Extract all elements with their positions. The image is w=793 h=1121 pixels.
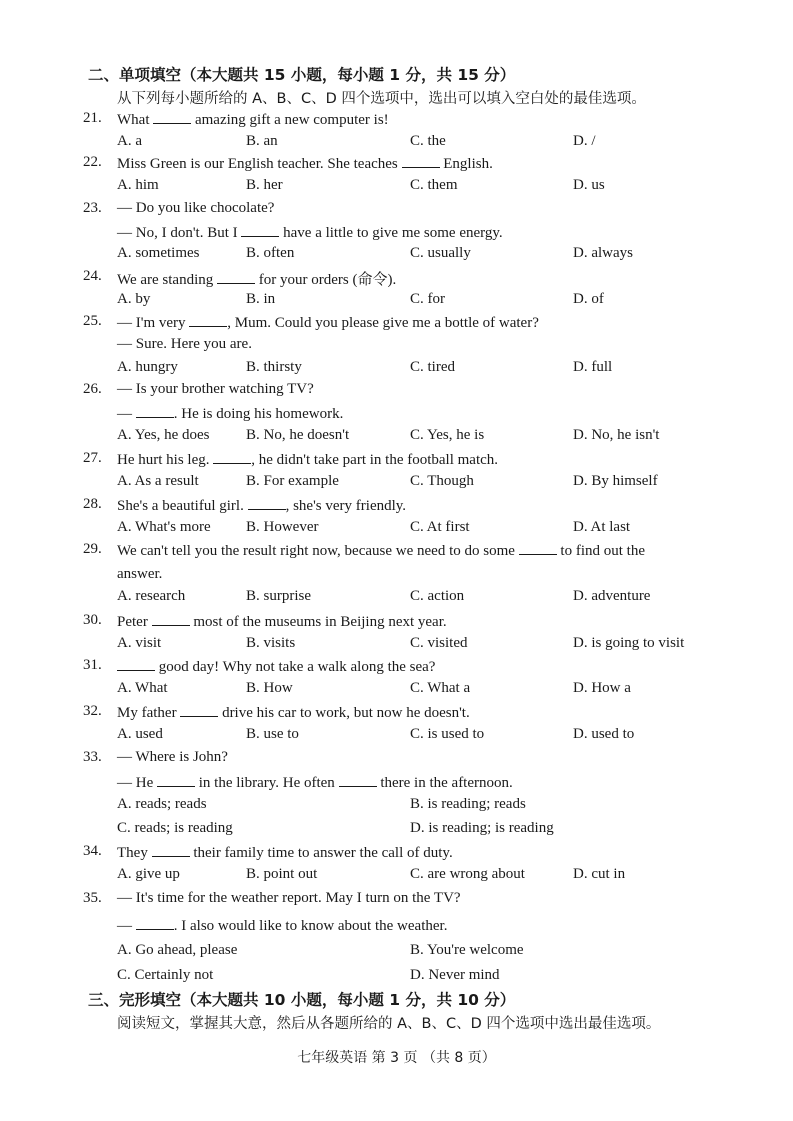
section-3-title: 三、完形填空（本大题共 10 小题，每小题 1 分，共 10 分） [88,991,516,1009]
question-number: 25. [83,313,102,329]
option-c: C. is used to [410,726,485,742]
option-b: B. point out [246,866,318,882]
stem-text: in the library. He often [195,775,339,791]
question-stem [117,381,314,398]
question-stem [117,154,493,173]
question-number: 22. [83,154,102,170]
option-d: D. is going to visit [573,635,685,651]
stem-text: We can't tell you the result right now, because we need to do some [117,543,519,559]
option-c: C. visited [410,635,468,651]
question-number: 23. [83,200,102,216]
question-stem [117,110,389,129]
option-b: B. For example [246,473,339,489]
option-a: A. What [117,680,168,696]
option-d: D. used to [573,726,635,742]
question-number: 26. [83,381,102,397]
question-number: 21. [83,110,102,126]
answer-blank [402,154,440,168]
stem-text: have a little to give me some energy. [279,225,503,241]
question-stem [117,916,447,935]
question-stem [117,496,406,515]
option-c: C. Yes, he is [410,427,485,443]
question-number: 29. [83,541,102,557]
stem-text: amazing gift a new computer is! [191,112,389,128]
answer-blank [157,773,195,787]
stem-text: good day! Why not take a walk along the sea? [155,659,436,675]
option-c: C. reads; is reading [117,820,233,836]
option-c: C. Though [410,473,474,489]
stem-text: , he didn't take part in the football match. [251,452,499,468]
question-stem [117,749,228,766]
option-c: C. usually [410,245,471,261]
option-d: D. By himself [573,473,658,489]
question-stem [117,890,461,907]
option-a: A. sometimes [117,245,200,261]
question-stem [117,200,274,217]
answer-blank [339,773,377,787]
answer-blank [152,612,190,626]
question-number: 33. [83,749,102,765]
option-d: D. us [573,177,605,193]
option-b: B. visits [246,635,296,651]
option-b: B. How [246,680,293,696]
option-d: D. No, he isn't [573,427,660,443]
option-a: A. reads; reads [117,796,207,812]
stem-text: . I also would like to know about the weather. [173,918,448,934]
option-c: C. for [410,291,445,307]
question-stem [117,313,539,332]
section-2-title: 二、单项填空（本大题共 15 小题，每小题 1 分，共 15 分） [88,66,516,84]
option-c: C. action [410,588,465,604]
option-c: C. are wrong about [410,866,525,882]
option-a: A. by [117,291,151,307]
question-stem [117,404,343,423]
answer-blank [117,657,155,671]
question-number: 35. [83,890,102,906]
question-stem [117,612,447,631]
option-a: A. a [117,133,142,149]
answer-blank [241,223,279,237]
option-d: D. How a [573,680,631,696]
answer-blank [136,916,174,930]
option-b: B. use to [246,726,299,742]
stem-text: — Is your brother watching TV? [117,381,314,397]
option-b: B. thirsty [246,359,302,375]
stem-text: , Mum. Could you please give me a bottle of water? [227,315,539,331]
stem-text: — It's time for the weather report. May I turn on the TV? [117,890,461,906]
option-d: D. full [573,359,613,375]
stem-text: Miss Green is our English teacher. She teaches [117,156,402,172]
question-number: 30. [83,612,102,628]
stem-text: there in the afternoon. [376,775,513,791]
question-stem [117,268,396,289]
stem-text: — I'm very [117,315,190,331]
section-3-instruction: 阅读短文，掌握其大意，然后从各题所给的 A、B、C、D 四个选项中选出最佳选项。 [117,1016,661,1032]
stem-text: — [117,406,136,422]
question-stem [117,703,470,722]
section-2-instruction: 从下列每小题所给的 A、B、C、D 四个选项中，选出可以填入空白处的最佳选项。 [117,91,646,107]
stem-text: My father [117,705,181,721]
answer-blank [136,404,174,418]
answer-blank [519,541,557,555]
option-a: A. him [117,177,159,193]
question-stem [117,336,252,353]
option-d: D. of [573,291,604,307]
question-number: 28. [83,496,102,512]
stem-text: . He is doing his homework. [173,406,344,422]
answer-blank [213,450,251,464]
option-a: A. Go ahead, please [117,942,238,958]
option-a: A. visit [117,635,162,651]
answer-blank [248,496,286,510]
option-c: C. tired [410,359,455,375]
option-b: B. You're welcome [410,942,524,958]
option-b: B. her [246,177,283,193]
question-stem [117,773,513,792]
question-number: 34. [83,843,102,859]
option-c: C. them [410,177,458,193]
option-a: A. research [117,588,186,604]
stem-text: — [117,918,136,934]
option-a: A. used [117,726,163,742]
stem-text: — He [117,775,157,791]
question-number: 27. [83,450,102,466]
option-d: D. is reading; is reading [410,820,554,836]
option-b: B. surprise [246,588,311,604]
answer-blank [152,843,190,857]
stem-text: , she's very friendly. [285,498,407,514]
stem-text: What [117,112,154,128]
option-d: D. Never mind [410,967,500,983]
option-d: D. / [573,133,596,149]
stem-text: most of the museums in Beijing next year. [189,614,447,630]
stem-text: English. [439,156,493,172]
stem-text: We are standing [117,272,218,288]
option-a: A. As a result [117,473,199,489]
stem-text: — No, I don't. But I [117,225,242,241]
stem-text: for your orders (命令). [255,272,397,288]
question-number: 32. [83,703,102,719]
option-a: A. give up [117,866,180,882]
option-b: B. often [246,245,295,261]
option-b: B. in [246,291,276,307]
option-b: B. No, he doesn't [246,427,350,443]
stem-text: their family time to answer the call of duty. [189,845,453,861]
stem-text: — Sure. Here you are. [117,336,252,352]
stem-text: answer. [117,566,163,582]
answer-blank [189,313,227,327]
stem-text: drive his car to work, but now he doesn't. [218,705,470,721]
option-b: B. is reading; reads [410,796,526,812]
option-c: C. Certainly not [117,967,214,983]
option-a: A. hungry [117,359,178,375]
question-number: 31. [83,657,102,673]
option-d: D. cut in [573,866,626,882]
option-a: A. Yes, he does [117,427,210,443]
stem-text: Peter [117,614,152,630]
page-footer: 七年级英语 第 3 页 （共 8 页） [297,1050,496,1066]
stem-text: They [117,845,152,861]
option-c: C. At first [410,519,470,535]
answer-blank [180,703,218,717]
option-d: D. adventure [573,588,651,604]
question-stem [117,657,435,676]
stem-text: She's a beautiful girl. [117,498,248,514]
option-d: D. At last [573,519,631,535]
question-number: 24. [83,268,102,284]
stem-text: — Do you like chocolate? [117,200,275,216]
option-b: B. However [246,519,319,535]
option-c: C. the [410,133,446,149]
question-stem [117,541,645,560]
question-stem [117,843,453,862]
stem-text: to find out the [556,543,645,559]
stem-text: — Where is John? [117,749,228,765]
answer-blank [153,110,191,124]
option-b: B. an [246,133,278,149]
option-a: A. What's more [117,519,211,535]
option-d: D. always [573,245,633,261]
question-stem [117,566,162,583]
option-c: C. What a [410,680,471,696]
question-stem [117,450,498,469]
question-stem [117,223,503,242]
stem-text: He hurt his leg. [117,452,214,468]
answer-blank [217,270,255,284]
